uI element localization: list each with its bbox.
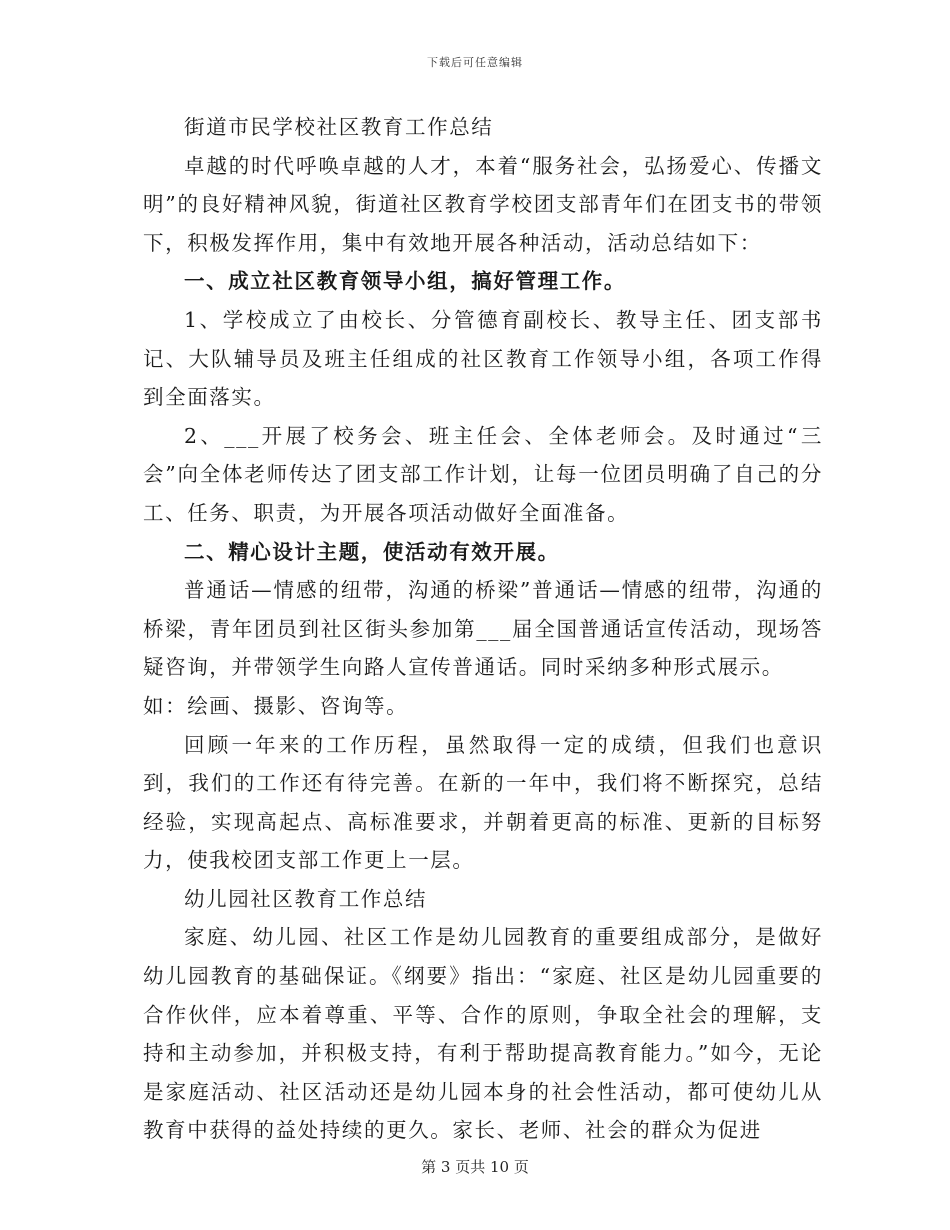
paragraph-title-1: 街道市民学校社区教育工作总结 (184, 115, 494, 139)
paragraph-intro: 卓越的时代呼唤卓越的人才，本着“服务社会，弘扬爱心、传播文明”的良好精神风貌，街道社区教育学校团支部青年们在团支书的带领下，积极发挥作用，集中有效地开展各种活动，活动总结如下： (143, 153, 823, 255)
paragraph-mandarin: 普通话—情感的纽带，沟通的桥梁”普通话—情感的纽带，沟通的桥梁，青年团员到社区街头参加第___届全国普通话宣传活动，现场答疑咨询，并带领学生向路人宣传普通话。同时采纳多种形式展示。 (143, 578, 823, 680)
paragraph-item-1: 1、学校成立了由校长、分管德育副校长、教导主任、团支部书记、大队辅导员及班主任组成的社区教育工作领导小组，各项工作得到全面落实。 (143, 307, 823, 410)
paragraph-item-2: 2、___开展了校务会、班主任会、全体老师会。及时通过“三会”向全体老师传达了团支部工作计划，让每一位团员明确了自己的分工、任务、职责，为开展各项活动做好全面准备。 (143, 423, 823, 525)
page-number: 第 3 页共 10 页 (421, 1158, 529, 1176)
paragraph-examples: 如：绘画、摄影、咨询等。 (143, 693, 409, 718)
paragraph-review: 回顾一年来的工作历程，虽然取得一定的成绩，但我们也意识到，我们的工作还有待完善。在新的一年中，我们将不断探究，总结经验，实现高起点、高标准要求，并朝着更高的标准、更新的目标努力，使我校团支部工作更上一层。 (143, 732, 823, 873)
section-heading-1: 一、成立社区教育领导小组，搞好管理工作。 (184, 269, 626, 294)
paragraph-title-2: 幼儿园社区教育工作总结 (184, 886, 428, 911)
section-heading-2: 二、精心设计主题，使活动有效开展。 (184, 539, 560, 564)
document-body (143, 108, 823, 1150)
paragraph-kindergarten: 家庭、幼儿园、社区工作是幼儿园教育的重要组成部分，是做好幼儿园教育的基础保证。《纲要》指出：“家庭、社区是幼儿园重要的合作伙伴，应本着尊重、平等、合作的原则，争取全社会的理解，支持和主动参加，并积极支持，有利于帮助提高教育能力。”如今，无论是家庭活动、社区活动还是幼儿园本身的社会性活动，都可使幼儿从教育中获得的益处持续的更久。家长、老师、社会的群众为促进 (143, 925, 823, 1143)
page-header: 下载后可任意编辑 (427, 56, 523, 69)
